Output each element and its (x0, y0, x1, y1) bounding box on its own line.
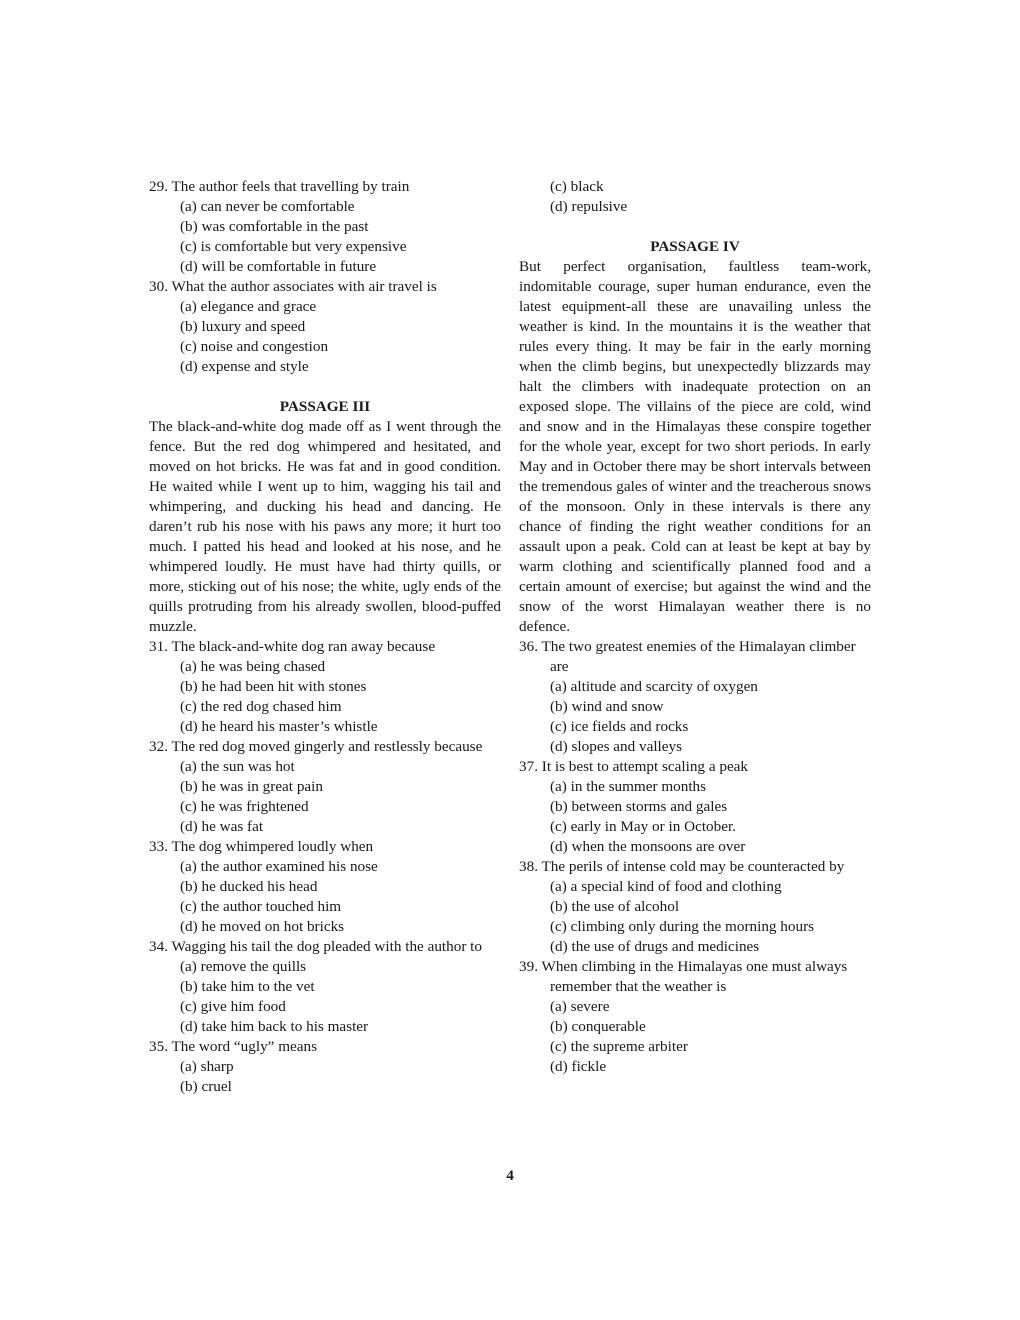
option: (a) he was being chased (180, 658, 326, 675)
option: (d) fickle (550, 1058, 607, 1075)
option: (c) the red dog chased him (180, 698, 342, 715)
option: (b) was comfortable in the past (180, 218, 369, 235)
option: (d) he moved on hot bricks (180, 918, 345, 935)
option: (b) he ducked his head (180, 878, 318, 895)
option: (b) luxury and speed (180, 318, 306, 335)
option: (b) he had been hit with stones (180, 678, 367, 695)
option: (b) wind and snow (550, 698, 664, 715)
option: (c) is comfortable but very expensive (180, 238, 407, 255)
option: (a) elegance and grace (180, 298, 317, 315)
option: (a) severe (550, 998, 610, 1015)
question-31: 31. The black-and-white dog ran away because (149, 638, 436, 655)
question-37: 37. It is best to attempt scaling a peak (519, 758, 749, 775)
option: (c) black (550, 178, 604, 195)
option: (b) cruel (180, 1078, 232, 1095)
left-column (149, 177, 501, 1097)
option: (a) a special kind of food and clothing (550, 878, 782, 895)
option: (b) the use of alcohol (550, 898, 680, 915)
question-38: 38. The perils of intense cold may be counteracted by (519, 858, 845, 875)
option: (b) he was in great pain (180, 778, 323, 795)
passage-4-heading: PASSAGE IV (650, 238, 740, 255)
option: (c) give him food (180, 998, 286, 1015)
option: (c) early in May or in October. (550, 818, 736, 835)
option: (d) he was fat (180, 818, 264, 835)
option: (d) the use of drugs and medicines (550, 938, 760, 955)
question-34: 34. Wagging his tail the dog pleaded with the author to (149, 938, 482, 955)
passage-3-heading: PASSAGE III (279, 398, 371, 415)
page-number: 4 (506, 1167, 514, 1184)
question-29: 29. The author feels that travelling by train (149, 178, 410, 195)
option: (d) expense and style (180, 358, 309, 375)
option: (a) remove the quills (180, 958, 307, 975)
option: (d) slopes and valleys (550, 738, 683, 755)
option: (a) the author examined his nose (180, 858, 378, 875)
option: (b) between storms and gales (550, 798, 728, 815)
question-32: 32. The red dog moved gingerly and restlessly because (149, 738, 483, 755)
option: (c) noise and congestion (180, 338, 329, 355)
option: (c) ice fields and rocks (550, 718, 689, 735)
passage-4-text: But perfect organisation, faultless team-work, indomitable courage, super human endurance, even the latest equipment-all these are unavailing unless the weather is kind. In the mountains it is the weather that rules every thing. It may be fair in the early morning when the climb begins, but unexpectedly blizzards may halt the climbers with inadequate protection on an exposed slope. The villains of the piece are cold, wind and snow and in the Himalayas these conspire together for the whole year, except for two short periods. In early May and in October there may be short intervals between the tremendous gales of winter and the treacherous snows of the monsoon. Only in these intervals is there any chance of finding the right weather conditions for an assault upon a peak. Cold can at least be kept at bay by warm clothing and scientifically planned food and a certain amount of exercise; but against the wind and the snow of the worst Himalayan weather there is no defence. (519, 258, 871, 635)
option: (a) in the summer months (550, 778, 707, 795)
right-column (519, 177, 871, 1077)
option: (c) the supreme arbiter (550, 1038, 688, 1055)
option: (b) conquerable (550, 1018, 646, 1035)
question-30: 30. What the author associates with air travel is (149, 278, 437, 295)
question-33: 33. The dog whimpered loudly when (149, 838, 374, 855)
option: (d) repulsive (550, 198, 628, 215)
option: (a) sharp (180, 1058, 234, 1075)
option: (c) climbing only during the morning hours (550, 918, 815, 935)
question-39: 39. When climbing in the Himalayas one must always remember that the weather is (519, 958, 848, 995)
option: (c) the author touched him (180, 898, 342, 915)
option: (d) he heard his master’s whistle (180, 718, 378, 735)
option: (c) he was frightened (180, 798, 309, 815)
option: (a) altitude and scarcity of oxygen (550, 678, 758, 695)
option: (d) take him back to his master (180, 1018, 369, 1035)
passage-3-text: The black-and-white dog made off as I went through the fence. But the red dog whimpered and hesitated, and moved on hot bricks. He was fat and in good condition. He waited while I went up to him, wagging his tail and whimpering, and ducking his head and dancing. He daren’t rub his nose with his paws any more; it hurt too much. I patted his head and looked at his nose, and he whimpered loudly. He must have had thirty quills, or more, sticking out of his nose; the white, ugly ends of the quills protruding from his already swollen, blood-puffed muzzle. (149, 418, 501, 635)
option: (d) when the monsoons are over (550, 838, 746, 855)
option: (a) the sun was hot (180, 758, 295, 775)
option: (b) take him to the vet (180, 978, 315, 995)
question-35: 35. The word “ugly” means (149, 1038, 318, 1055)
option: (d) will be comfortable in future (180, 258, 377, 275)
option: (a) can never be comfortable (180, 198, 355, 215)
question-36: 36. The two greatest enemies of the Himalayan climber are (519, 638, 856, 675)
